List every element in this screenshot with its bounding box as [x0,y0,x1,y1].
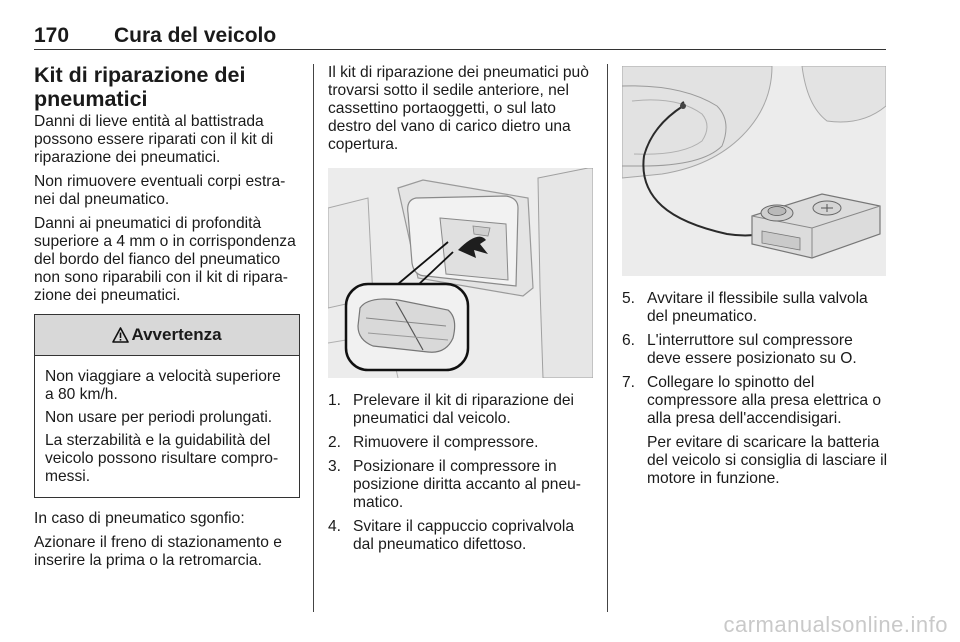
paragraph: Danni ai pneumatici di profondità superiore a 4 mm o in corrispondenza del bordo del fianco del pneumatico non sono riparabili con il kit di ripara-zione dei pneumatici. [34,215,296,304]
page-number: 170 [34,24,70,47]
warning-title: Avvertenza [131,325,222,344]
list-item: 1. Prelevare il kit di riparazione dei pneumatici dal veicolo. [328,392,575,427]
column-left [34,64,300,576]
paragraph: Non rimuovere eventuali corpi estra-nei dal pneumatico. [34,173,286,208]
warning-line: Non usare per periodi prolungati. [45,409,273,426]
warning-header [35,315,299,356]
warning-box [34,314,300,498]
list-item: 5. Avvitare il flessibile sulla valvola del pneumatico. [622,290,868,325]
column-right [622,66,888,494]
list-item: 7. Collegare lo spinotto del compressore alla presa elettrica o alla presa dell'accendisigari. Per evitare di scaricare la batteria del veicolo si consiglia di lasciare il motore in funzione. [622,374,888,487]
warning-line: Non viaggiare a velocità superiore a 80 km/h. [45,368,281,403]
list-item: 2. Rimuovere il compressore. [328,434,539,451]
section-title: Kit di riparazione dei pneumatici [34,63,246,111]
column-middle [328,64,593,560]
warning-triangle-icon [112,327,129,343]
paragraph: Danni di lieve entità al battistrada possono essere riparati con il kit di riparazione dei pneumatici. [34,113,274,166]
paragraph: Azionare il freno di stazionamento e inserire la prima o la retromarcia. [34,534,282,569]
page-header [34,21,886,50]
steps-list [622,290,888,488]
paragraph: In caso di pneumatico sgonfio: [34,510,245,527]
warning-line: La sterzabilità e la guidabilità del veicolo possono risultare compro-messi. [45,432,279,485]
list-item: 3. Posizionare il compressore in posizione diritta accanto al pneu-matico. [328,458,581,511]
step-note: Per evitare di scaricare la batteria del veicolo si consiglia di lasciare il motore in funzione. [647,434,888,487]
warning-body [35,356,299,497]
watermark: carmanualsonline.info [723,612,948,637]
paragraph: Il kit di riparazione dei pneumatici può trovarsi sotto il sedile anteriore, nel cassettino portaoggetti, o sul lato destro del vano di carico dietro una copertura. [328,64,589,153]
list-item: 6. L'interruttore sul compressore deve essere posizionato su O. [622,332,857,367]
list-item: 4. Svitare il cappuccio coprivalvola dal pneumatico difettoso. [328,518,575,553]
column-divider-right [607,64,608,612]
kit-location-illustration [328,168,593,378]
column-divider-left [313,64,314,612]
compressor-illustration [622,66,886,276]
steps-list [328,392,593,554]
chapter-title: Cura del veicolo [114,24,277,47]
